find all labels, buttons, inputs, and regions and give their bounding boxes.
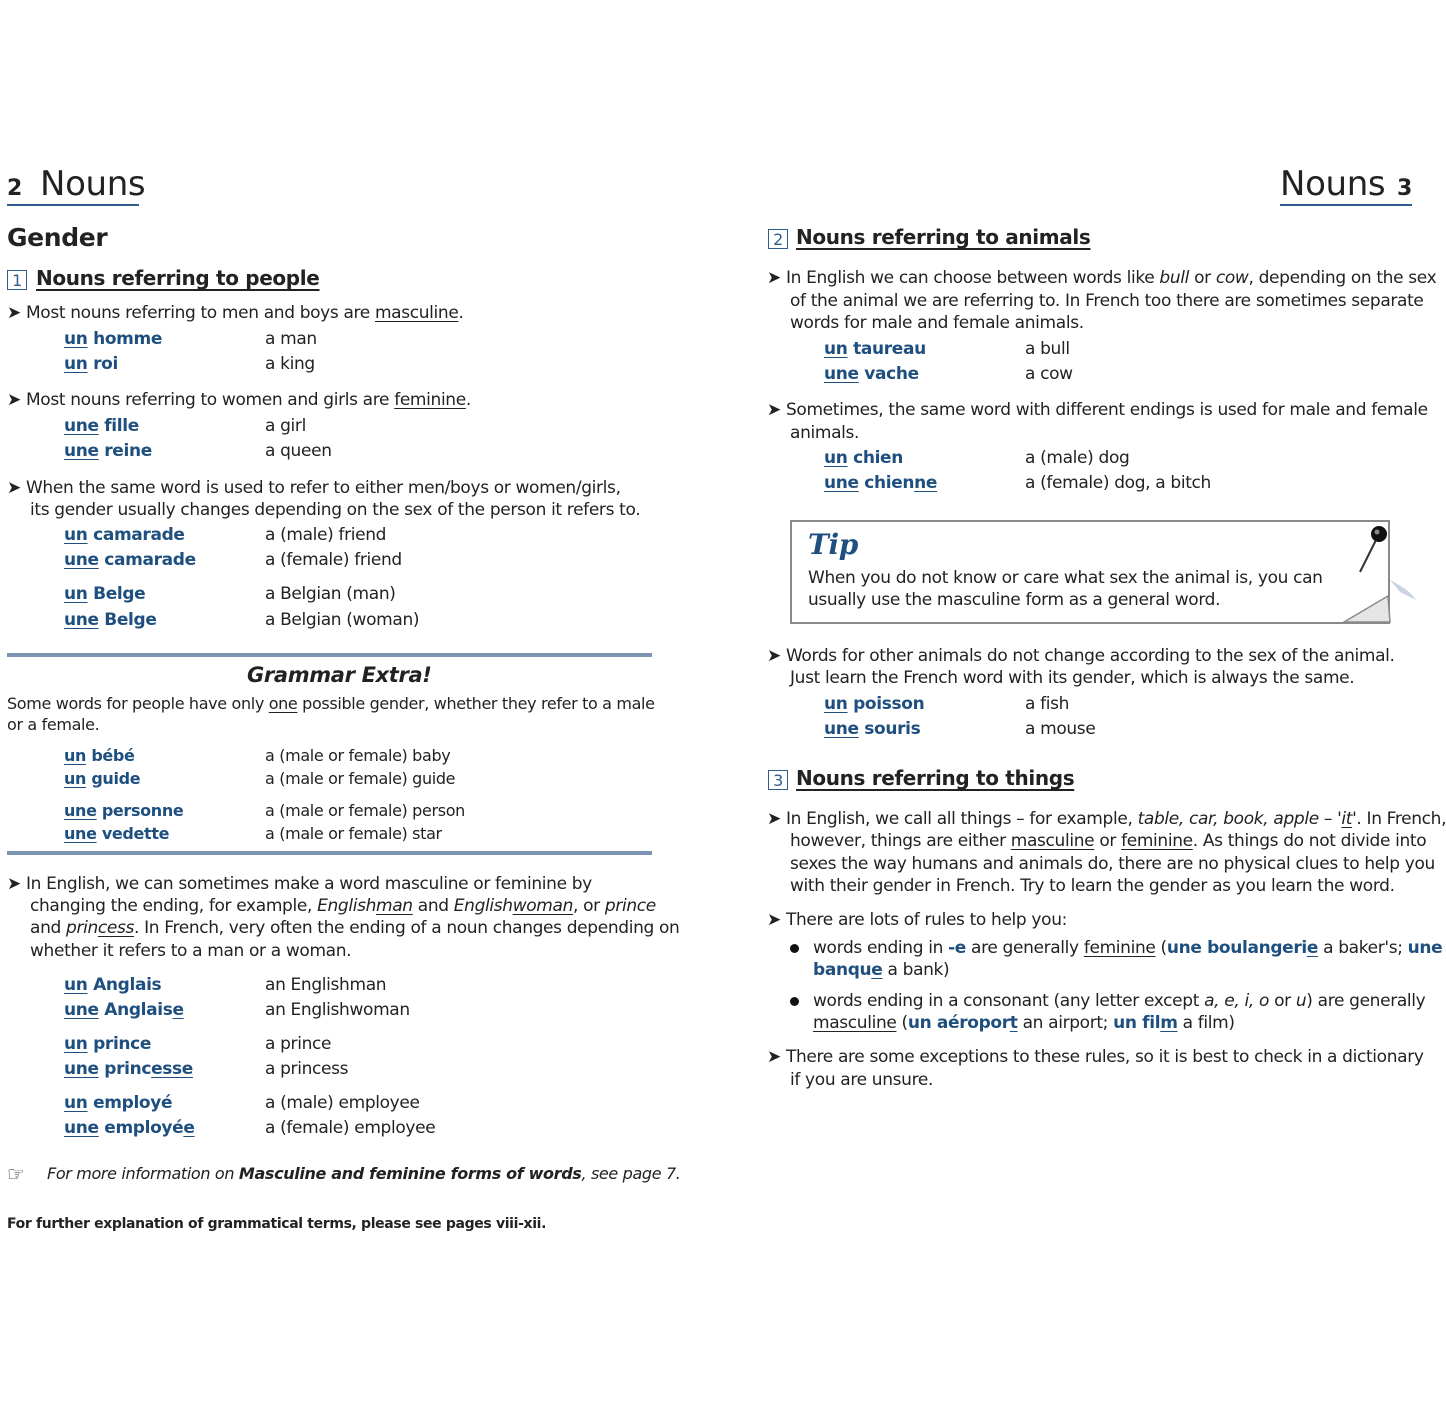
example-translation: a (male or female) star	[265, 824, 442, 843]
example-french: un camarade	[64, 525, 185, 545]
page-number-right: 3	[1397, 176, 1412, 201]
footer-note: For further explanation of grammatical terms, please see pages viii-xii.	[7, 1216, 547, 1232]
paragraph-same-word: ➤ When the same word is used to refer to either men/boys or women/girls,	[7, 478, 621, 498]
example-translation: an Englishwoman	[265, 1000, 410, 1020]
example-translation: a (male or female) guide	[265, 769, 456, 788]
more-info-link[interactable]: For more information on Masculine and feminine forms of words, see page 7.	[47, 1164, 681, 1183]
arrow-bullet-icon: ➤	[767, 1047, 781, 1067]
example-french: une reine	[64, 441, 152, 461]
example-translation: a (male or female) person	[265, 801, 465, 820]
example-french: une employée	[64, 1118, 195, 1138]
example-french: une souris	[824, 719, 921, 739]
rule-feminine-line2: banque a bank)	[813, 960, 950, 980]
example-french: une vache	[824, 364, 919, 384]
tip-text: When you do not know or care what sex the animal is, you can	[808, 568, 1323, 588]
example-french: un roi	[64, 354, 118, 374]
example-french: un Belge	[64, 584, 146, 604]
example-translation: a princess	[265, 1059, 349, 1079]
example-french: un guide	[64, 769, 141, 788]
example-translation: a Belgian (man)	[265, 584, 396, 604]
pointing-hand-icon: ☞	[7, 1162, 25, 1186]
example-translation: a mouse	[1025, 719, 1096, 739]
example-translation: a (female) dog, a bitch	[1025, 473, 1211, 493]
example-translation: a prince	[265, 1034, 332, 1054]
example-french: un prince	[64, 1034, 152, 1054]
paragraph-line: animals.	[790, 423, 860, 443]
example-translation: a (female) employee	[265, 1118, 436, 1138]
example-french: une chienne	[824, 473, 938, 493]
section-number-1: 1	[7, 270, 27, 290]
section-heading-things: Nouns referring to things	[796, 766, 1075, 790]
pushpin-icon	[1330, 520, 1416, 630]
page-header-left: Nouns	[40, 164, 146, 204]
paragraph-line: with their gender in French. Try to learn the gender as you learn the word.	[790, 876, 1395, 896]
rule-feminine: words ending in -e are generally feminine (une boulangerie a baker's; une	[813, 938, 1443, 958]
rule-masculine-line2: masculine (un aéroport an airport; un film a film)	[813, 1013, 1235, 1033]
grammar-extra-text-line2: or a female.	[7, 715, 100, 734]
example-translation: a queen	[265, 441, 332, 461]
paragraph-line: sexes the way humans and animals do, there are no physical clues to help you	[790, 854, 1435, 874]
arrow-bullet-icon: ➤	[7, 874, 21, 894]
section-title-gender: Gender	[7, 223, 108, 252]
bullet-dot-icon	[790, 944, 799, 953]
example-french: un poisson	[824, 694, 925, 714]
paragraph-bull-cow: ➤ In English we can choose between words like bull or cow, depending on the sex	[767, 268, 1437, 288]
example-french: un Anglais	[64, 975, 162, 995]
arrow-bullet-icon: ➤	[767, 646, 781, 666]
tip-box	[790, 520, 1390, 624]
header-rule-right	[1280, 204, 1412, 206]
paragraph-other-animals: ➤ Words for other animals do not change according to the sex of the animal.	[767, 646, 1395, 666]
paragraph-line: words for male and female animals.	[790, 313, 1084, 333]
paragraph-line: if you are unsure.	[790, 1070, 934, 1090]
paragraph-line: its gender usually changes depending on the sex of the person it refers to.	[30, 500, 641, 520]
arrow-bullet-icon: ➤	[767, 268, 781, 288]
example-translation: an Englishman	[265, 975, 387, 995]
example-translation: a fish	[1025, 694, 1070, 714]
paragraph-feminine: ➤ Most nouns referring to women and girls are feminine.	[7, 390, 471, 410]
example-translation: a cow	[1025, 364, 1073, 384]
grammar-extra-title: Grammar Extra!	[247, 663, 432, 687]
example-french: une princesse	[64, 1059, 193, 1079]
example-french: une personne	[64, 801, 184, 820]
arrow-bullet-icon: ➤	[7, 478, 21, 498]
rule-masculine: words ending in a consonant (any letter except a, e, i, o or u) are generally	[813, 991, 1426, 1011]
example-translation: a (male) friend	[265, 525, 387, 545]
arrow-bullet-icon: ➤	[7, 303, 21, 323]
example-translation: a king	[265, 354, 315, 374]
example-french: un bébé	[64, 746, 135, 765]
arrow-bullet-icon: ➤	[767, 400, 781, 420]
tip-title: Tip	[808, 528, 859, 561]
arrow-bullet-icon: ➤	[767, 809, 781, 829]
paragraph-line: changing the ending, for example, Englishman and Englishwoman, or prince	[30, 896, 656, 916]
grammar-extra-top-rule	[7, 653, 652, 657]
section-number-3: 3	[768, 770, 788, 790]
paragraph-endings-animals: ➤ Sometimes, the same word with different endings is used for male and female	[767, 400, 1428, 420]
example-french: une fille	[64, 416, 139, 436]
paragraph-rules: ➤ There are lots of rules to help you:	[767, 910, 1067, 930]
example-french: une Anglaise	[64, 1000, 184, 1020]
arrow-bullet-icon: ➤	[7, 390, 21, 410]
page-number-left: 2	[7, 176, 22, 201]
example-french: un employé	[64, 1093, 173, 1113]
bullet-dot-icon	[790, 997, 799, 1006]
paragraph-line: and princess. In French, very often the ending of a noun changes depending on	[30, 918, 680, 938]
example-french: un homme	[64, 329, 163, 349]
page-header-right: Nouns	[1280, 164, 1386, 204]
header-rule-left	[7, 204, 139, 206]
example-translation: a girl	[265, 416, 306, 436]
example-translation: a man	[265, 329, 317, 349]
example-translation: a (male) employee	[265, 1093, 420, 1113]
example-french: une camarade	[64, 550, 196, 570]
grammar-extra-text: Some words for people have only one possible gender, whether they refer to a male	[7, 694, 655, 713]
example-translation: a (female) friend	[265, 550, 402, 570]
section-heading-animals: Nouns referring to animals	[796, 225, 1091, 249]
paragraph-line: of the animal we are referring to. In French too there are sometimes separate	[790, 291, 1424, 311]
example-translation: a Belgian (woman)	[265, 610, 420, 630]
example-french: une vedette	[64, 824, 170, 843]
paragraph-english-endings: ➤ In English, we can sometimes make a word masculine or feminine by	[7, 874, 592, 894]
paragraph-line: however, things are either masculine or feminine. As things do not divide into	[790, 831, 1427, 851]
grammar-extra-bottom-rule	[7, 851, 652, 855]
example-french: un taureau	[824, 339, 926, 359]
paragraph-things: ➤ In English, we call all things – for example, table, car, book, apple – 'it'. In French,	[767, 809, 1446, 829]
paragraph-exceptions: ➤ There are some exceptions to these rules, so it is best to check in a dictionary	[767, 1047, 1424, 1067]
section-heading-people: Nouns referring to people	[36, 266, 320, 290]
example-translation: a (male or female) baby	[265, 746, 451, 765]
arrow-bullet-icon: ➤	[767, 910, 781, 930]
paragraph-masculine: ➤ Most nouns referring to men and boys are masculine.	[7, 303, 464, 323]
example-french: un chien	[824, 448, 903, 468]
example-translation: a bull	[1025, 339, 1070, 359]
section-number-2: 2	[768, 229, 788, 249]
tip-text-line2: usually use the masculine form as a general word.	[808, 590, 1221, 610]
example-french: une Belge	[64, 610, 157, 630]
paragraph-line: Just learn the French word with its gender, which is always the same.	[790, 668, 1355, 688]
example-translation: a (male) dog	[1025, 448, 1130, 468]
paragraph-line: whether it refers to a man or a woman.	[30, 941, 352, 961]
